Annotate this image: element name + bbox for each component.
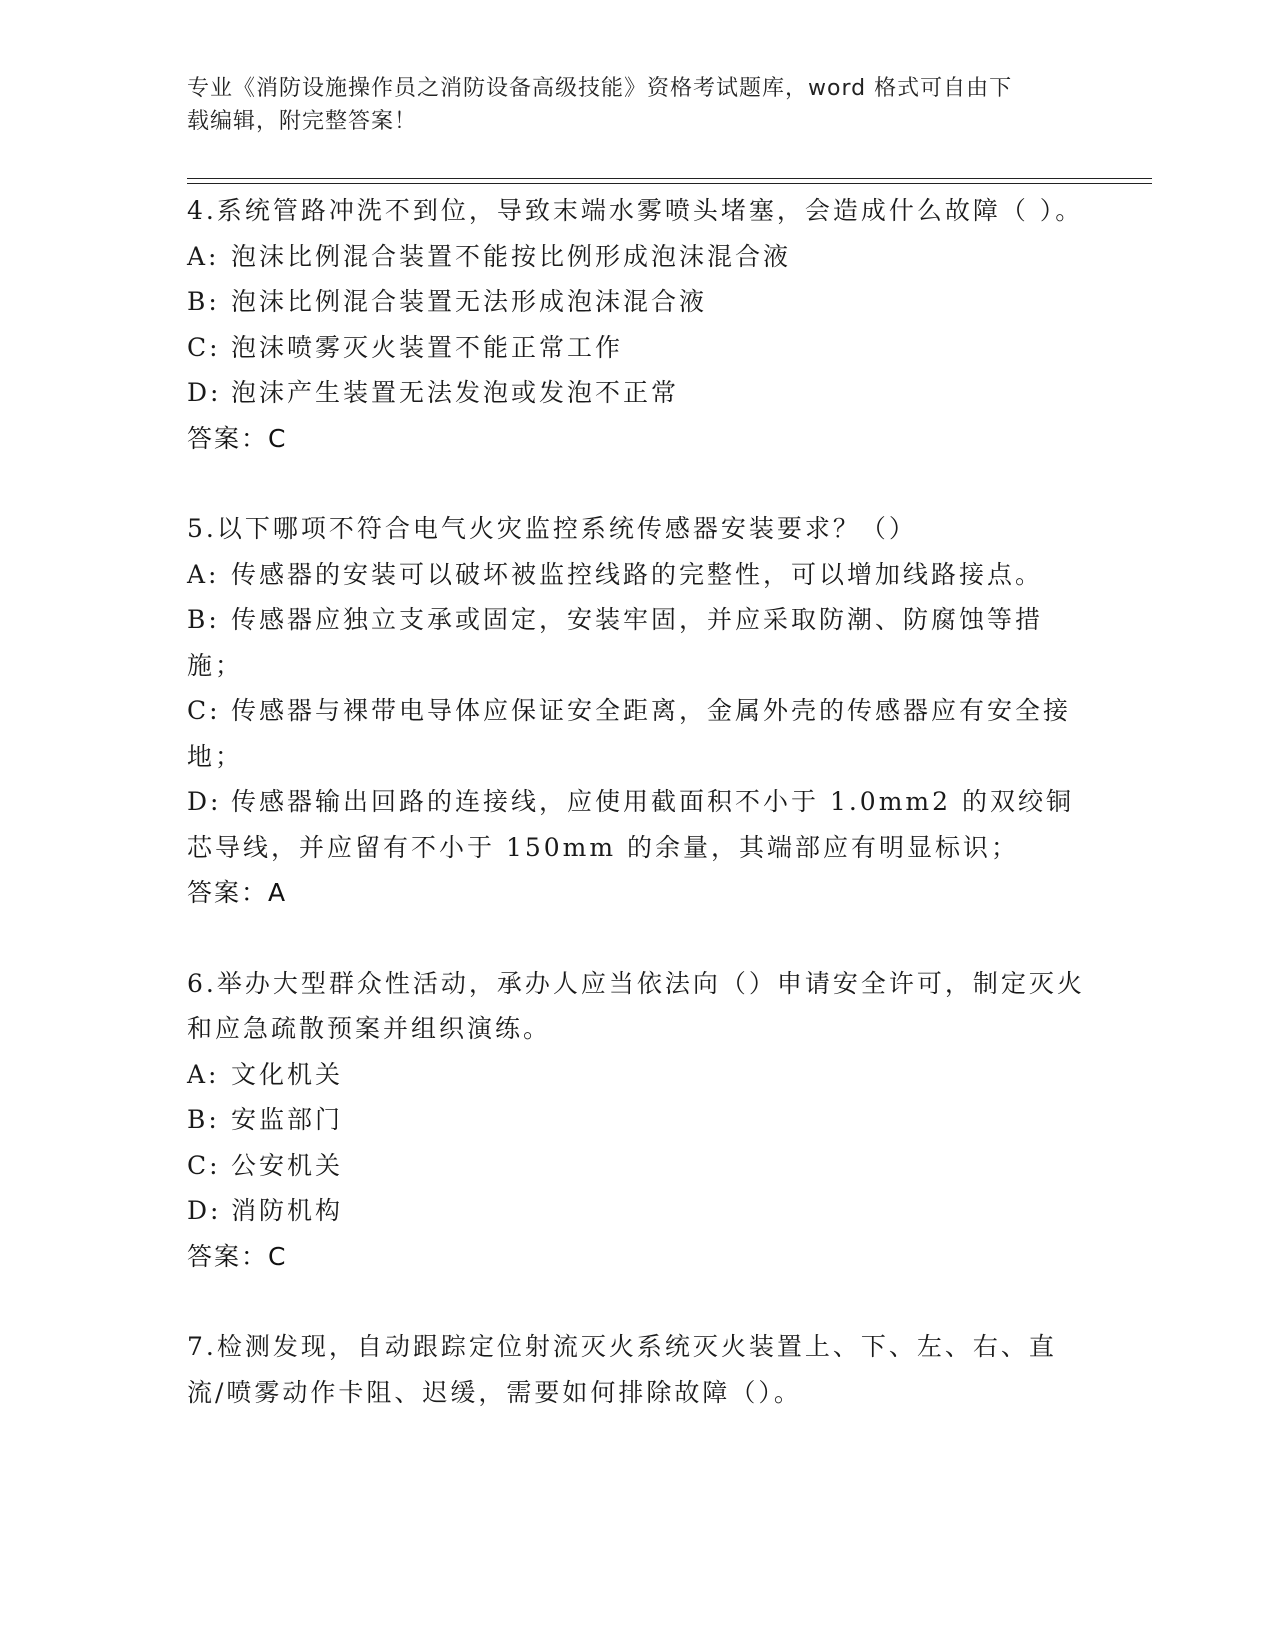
question-spacer xyxy=(187,461,1087,506)
answer-label: 答案：A xyxy=(187,878,288,907)
option-b xyxy=(187,1097,1087,1143)
option-letter: D: xyxy=(187,787,222,816)
question-item xyxy=(187,188,1087,461)
option-text: 传感器与裸带电导体应保证安全距离，金属外壳的传感器应有安全接地； xyxy=(187,696,1072,771)
option-letter: C: xyxy=(187,696,221,725)
option-c xyxy=(187,325,1087,371)
option-letter: B: xyxy=(187,287,220,316)
option-letter: D: xyxy=(187,1196,222,1225)
answer-label: 答案：C xyxy=(187,1241,288,1271)
option-a xyxy=(187,552,1087,598)
answer-label: 答案：C xyxy=(187,423,288,453)
header-line-2: 载编辑，附完整答案！ xyxy=(187,109,418,134)
option-b xyxy=(187,597,1087,688)
option-text: 泡沫比例混合装置无法形成泡沫混合液 xyxy=(231,287,708,316)
option-a xyxy=(187,234,1087,280)
question-text: 6.举办大型群众性活动，承办人应当依法向（）申请安全许可，制定灭火和应急疏散预案并组织演练。 xyxy=(187,968,1085,1043)
question-spacer xyxy=(187,1279,1087,1324)
option-text: 传感器应独立支承或固定，安装牢固，并应采取防潮、防腐蚀等措施； xyxy=(187,605,1044,680)
option-letter: B: xyxy=(187,605,220,634)
option-letter: B: xyxy=(187,1105,220,1134)
header-line-1: 专业《消防设施操作员之消防设备高级技能》资格考试题库，word 格式可自由下 xyxy=(187,76,1013,101)
question-item xyxy=(187,506,1087,916)
option-letter: A: xyxy=(187,1059,220,1089)
option-text: 消防机构 xyxy=(231,1196,344,1225)
option-text: 泡沫比例混合装置不能按比例形成泡沫混合液 xyxy=(231,241,792,271)
option-a xyxy=(187,1052,1087,1098)
option-text: 安监部门 xyxy=(231,1105,344,1134)
option-text: 公安机关 xyxy=(231,1150,344,1180)
option-c xyxy=(187,1143,1087,1189)
option-d xyxy=(187,1188,1087,1234)
option-c xyxy=(187,688,1087,779)
option-text: 文化机关 xyxy=(231,1059,344,1089)
question-text: 7.检测发现，自动跟踪定位射流灭火系统灭火装置上、下、左、右、直流/喷雾动作卡阻、迟缓，需要如何排除故障（）。 xyxy=(187,1332,1057,1407)
option-letter: D: xyxy=(187,378,222,407)
option-letter: A: xyxy=(187,559,220,589)
option-b xyxy=(187,279,1087,325)
question-text: 4.系统管路冲洗不到位，导致末端水雾喷头堵塞，会造成什么故障（ ）。 xyxy=(187,196,1084,225)
header-divider-top xyxy=(187,178,1152,179)
option-text: 传感器输出回路的连接线，应使用截面积不小于 1.0mm2 的双绞铜芯导线，并应留有不小于 150mm 的余量，其端部应有明显标识； xyxy=(187,787,1074,862)
question-item xyxy=(187,961,1087,1280)
question-spacer xyxy=(187,916,1087,961)
option-text: 泡沫产生装置无法发泡或发泡不正常 xyxy=(231,378,680,407)
option-d xyxy=(187,370,1087,416)
document-header xyxy=(187,72,1067,138)
option-text: 泡沫喷雾灭火装置不能正常工作 xyxy=(231,332,624,362)
option-text: 传感器的安装可以破坏被监控线路的完整性，可以增加线路接点。 xyxy=(231,559,1044,589)
question-list xyxy=(187,188,1087,1415)
option-d xyxy=(187,779,1087,870)
question-item xyxy=(187,1324,1087,1415)
option-letter: A: xyxy=(187,241,220,271)
question-text: 5.以下哪项不符合电气火灾监控系统传感器安装要求？（） xyxy=(187,514,917,543)
header-divider-bottom xyxy=(187,183,1152,184)
option-letter: C: xyxy=(187,332,221,362)
option-letter: C: xyxy=(187,1150,221,1180)
